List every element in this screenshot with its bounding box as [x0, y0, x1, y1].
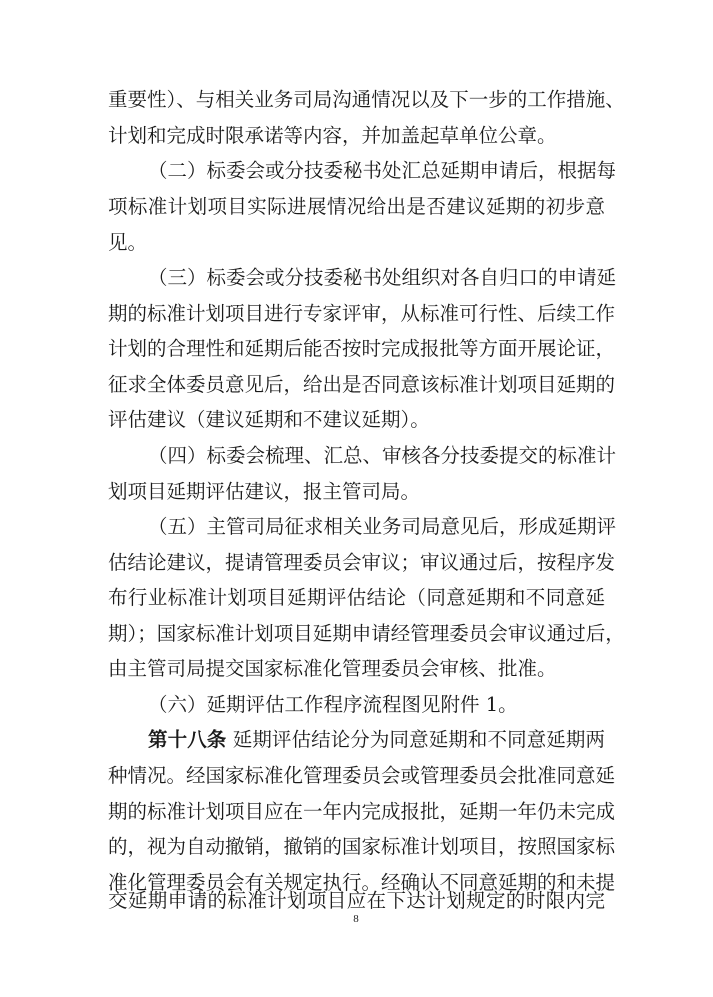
- text-line: 见。: [108, 231, 148, 254]
- article-18-first-line: [148, 722, 605, 758]
- text-line: 估结论建议，提请管理委员会审议；审议通过后，按程序发: [108, 551, 616, 574]
- paragraph-start-line: （二）标委会或分技委秘书处汇总延期申请后，根据每: [148, 159, 617, 182]
- article-number: 第十八条: [148, 728, 227, 751]
- text-line: 征求全体委员意见后，给出是否同意该标准计划项目延期的: [108, 373, 616, 396]
- paragraph-start-line: （五）主管司局征求相关业务司局意见后，形成延期评: [148, 515, 617, 538]
- text-line: 由主管司局提交国家标准化管理委员会审核、批准。: [108, 657, 557, 680]
- page-number: 8: [353, 913, 359, 925]
- text-line: 的，视为自动撤销，撤销的国家标准计划项目，按照国家标: [108, 835, 616, 858]
- text-line: 准化管理委员会有关规定执行。经确认不同意延期的和未提: [108, 871, 616, 894]
- text-line: 计划的合理性和延期后能否按时完成报批等方面开展论证，: [108, 337, 616, 360]
- paragraph-start-line: （三）标委会或分技委秘书处组织对各自归口的申请延: [148, 266, 617, 289]
- paragraph-start-line: （四）标委会梳理、汇总、审核各分技委提交的标准计: [148, 444, 617, 467]
- text-line: 重要性）、与相关业务司局沟通情况以及下一步的工作措施、: [108, 88, 625, 111]
- paragraph-start-line: （六）延期评估工作程序流程图见附件 1。: [148, 693, 518, 716]
- text-line: 布行业标准计划项目延期评估结论（同意延期和不同意延: [108, 586, 605, 609]
- text-line: 划项目延期评估建议，报主管司局。: [108, 480, 421, 503]
- text-line: 期的标准计划项目应在一年内完成报批，延期一年仍未完成: [108, 800, 616, 823]
- text-line: 评估建议（建议延期和不建议延期）。: [108, 408, 430, 431]
- text-line: 期的标准计划项目进行专家评审，从标准可行性、后续工作: [108, 302, 616, 325]
- text-line: 期）；国家标准计划项目延期申请经管理委员会审议通过后，: [108, 622, 625, 645]
- article-18-text: 延期评估结论分为同意延期和不同意延期两: [232, 728, 605, 751]
- text-line: 项标准计划项目实际进展情况给出是否建议延期的初步意: [108, 195, 605, 218]
- text-line: 计划和完成时限承诺等内容，并加盖起草单位公章。: [108, 124, 557, 147]
- text-line: 交延期申请的标准计划项目应在下达计划规定的时限内完: [108, 889, 605, 912]
- text-line: 种情况。经国家标准化管理委员会或管理委员会批准同意延: [108, 764, 616, 787]
